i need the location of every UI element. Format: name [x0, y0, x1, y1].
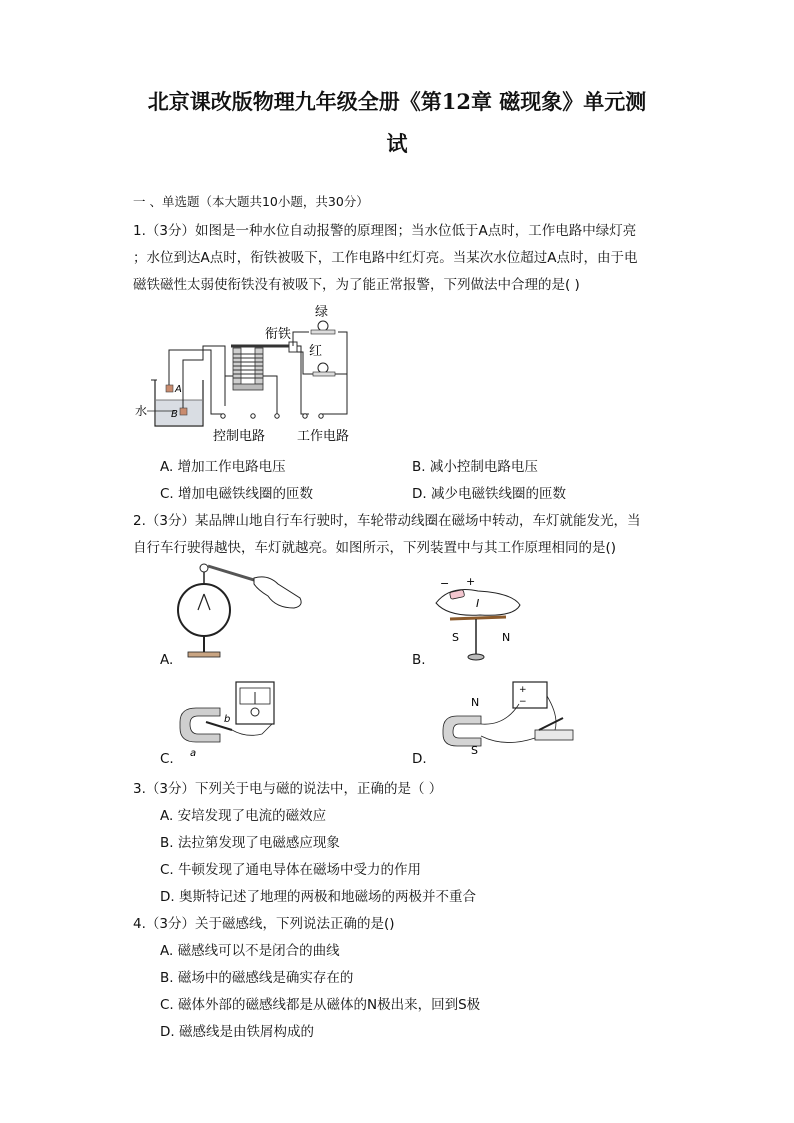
q1-stem-line3: 磁铁磁性太弱使衔铁没有被吸下，为了能正常报警，下列做法中合理的是( ) [133, 277, 580, 293]
q4-option-c[interactable]: C. 磁体外部的磁感线都是从磁体的N极出来，回到S极 [160, 997, 481, 1013]
probe-b [180, 408, 187, 415]
q1-option-a[interactable]: A. 增加工作电路电压 [160, 459, 286, 475]
q4-stem: 4.（3分）关于磁感线，下列说法正确的是() [133, 916, 395, 932]
q3-option-b[interactable]: B. 法拉第发现了电磁感应现象 [160, 835, 340, 851]
q1-option-c[interactable]: C. 增加电磁铁线圈的匝数 [160, 486, 314, 502]
q3-option-c[interactable]: C. 牛顿发现了通电导体在磁场中受力的作用 [160, 862, 422, 878]
svg-text:a: a [190, 748, 197, 759]
svg-text:N: N [502, 631, 511, 644]
q4-option-d[interactable]: D. 磁感线是由铁屑构成的 [160, 1024, 314, 1040]
page-title-line1: 北京课改版物理九年级全册《第12章 磁现象》单元测 [147, 89, 647, 114]
q2-figure-a-electroscope [172, 560, 312, 665]
q2-option-a[interactable]: A. [160, 652, 174, 668]
svg-text:+: + [519, 685, 527, 695]
q1-option-d[interactable]: D. 减少电磁铁线圈的匝数 [412, 486, 566, 502]
section-heading: 一 、单选题（本大题共10小题，共30分） [133, 194, 369, 209]
q2-option-c[interactable]: C. [160, 751, 174, 767]
red-lamp-icon [313, 363, 335, 376]
electromagnet-icon [233, 348, 263, 390]
q2-figure-c-galvanometer [176, 678, 296, 760]
q1-stem-line2: ；水位到达A点时，衔铁被吸下，工作电路中红灯亮。当某次水位超过A点时，由于电 [133, 250, 638, 266]
q2-stem-line1: 2.（3分）某品牌山地自行车行驶时，车轮带动线圈在磁场中转动，车灯就能发光，当 [133, 513, 641, 529]
q2-stem-line2: 自行车行驶得越快，车灯就越亮。如图所示，下列装置中与其工作原理相同的是() [133, 540, 617, 556]
q3-option-a[interactable]: A. 安培发现了电流的磁效应 [160, 808, 327, 824]
q1-stem-line1: 1.（3分）如图是一种水位自动报警的原理图；当水位低于A点时，工作电路中绿灯亮 [133, 223, 637, 239]
label-red: 红 [309, 344, 323, 359]
q2-option-d[interactable]: D. [412, 751, 427, 767]
svg-text:S: S [452, 631, 459, 644]
label-armature: 衔铁 [265, 327, 292, 342]
probe-a [166, 385, 173, 392]
label-green: 绿 [315, 305, 329, 320]
q4-option-b[interactable]: B. 磁场中的磁感线是确实存在的 [160, 970, 354, 986]
svg-text:S: S [471, 744, 478, 757]
label-work-circuit: 工作电路 [297, 429, 350, 444]
q3-stem: 3.（3分）下列关于电与磁的说法中，正确的是（ ） [133, 781, 443, 797]
svg-text:b: b [224, 714, 231, 725]
q4-option-a[interactable]: A. 磁感线可以不是闭合的曲线 [160, 943, 340, 959]
svg-text:−: − [519, 697, 527, 707]
q2-option-b[interactable]: B. [412, 652, 426, 668]
label-water: 水 [135, 404, 148, 418]
q2-figure-b-compass [428, 575, 528, 667]
page-title-line2: 试 [386, 131, 408, 156]
svg-text:N: N [471, 696, 480, 709]
svg-text:I: I [476, 597, 480, 610]
svg-text:+: + [466, 575, 476, 588]
q3-option-d[interactable]: D. 奥斯特记述了地理的两极和地磁场的两极并不重合 [160, 889, 476, 905]
green-lamp-icon [311, 321, 335, 334]
svg-text:−: − [440, 577, 450, 590]
label-point-a: A [175, 384, 182, 395]
q1-option-b[interactable]: B. 减小控制电路电压 [412, 459, 538, 475]
q1-water-alarm-figure [133, 302, 363, 448]
label-point-b: B [171, 409, 178, 420]
q2-figure-d-motor [435, 676, 580, 764]
label-control-circuit: 控制电路 [213, 429, 266, 444]
